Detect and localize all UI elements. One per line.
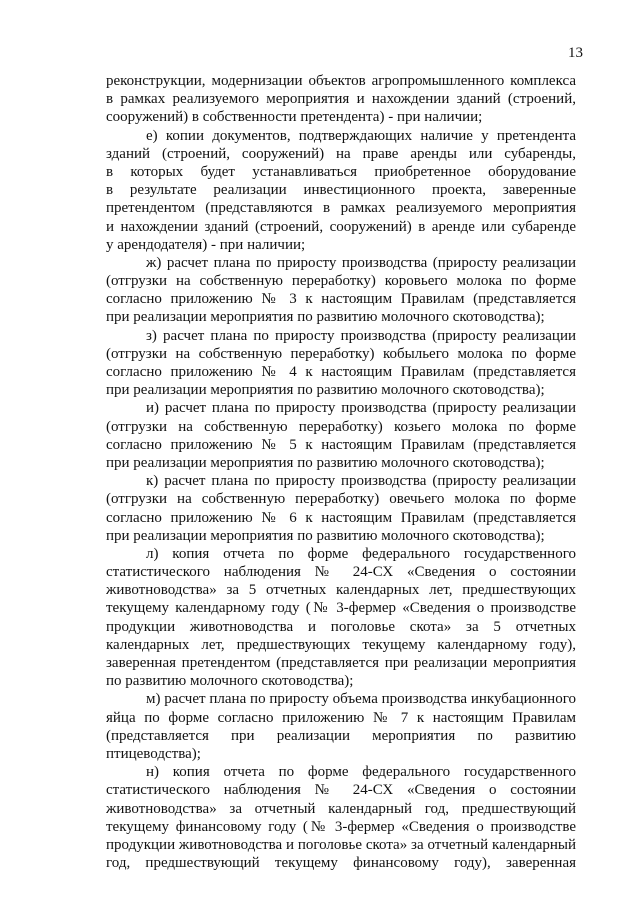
text-line: в рамках реализуемого мероприятия и нахождении зданий (строений, [106, 91, 576, 108]
text-line: в которых будет устанавливаться приобретенное оборудование [106, 163, 576, 180]
text-line: при реализации мероприятия по развитию молочного скотоводства); [106, 527, 545, 544]
document-body [106, 72, 576, 872]
text-line: согласно приложению № 6 к настоящим Правилам (представляется [106, 509, 576, 526]
text-line: в результате реализации инвестиционного проекта, заверенные [106, 182, 576, 199]
text-line: при реализации мероприятия по развитию молочного скотоводства); [106, 454, 545, 471]
text-line: животноводства» за 5 отчетных календарных лет, предшествующих [106, 582, 576, 599]
text-line: статистического наблюдения № 24-СХ «Сведения о состоянии [106, 782, 576, 799]
text-line: претендентом (представляются в рамках реализуемого мероприятия [106, 200, 576, 217]
text-line: л) копия отчета по форме федерального государственного [146, 545, 576, 562]
text-line: (отгрузки на собственную переработку) козьего молока по форме [106, 418, 576, 435]
text-line: е) копии документов, подтверждающих наличие у претендента [146, 127, 576, 144]
text-line: птицеводства); [106, 745, 201, 762]
text-line: продукции животноводства и поголовье скота» за 5 отчетных [106, 618, 576, 635]
text-line: к) расчет плана по приросту производства (приросту реализации [146, 473, 576, 490]
text-line: год, предшествующий текущему финансовому году), заверенная [106, 855, 576, 872]
text-line: согласно приложению № 5 к настоящим Правилам (представляется [106, 436, 576, 453]
text-line: статистического наблюдения № 24-СХ «Сведения о состоянии [106, 564, 576, 581]
text-line: и) расчет плана по приросту производства (приросту реализации [146, 400, 576, 417]
text-line: яйца по форме согласно приложению № 7 к настоящим Правилам [106, 709, 576, 726]
text-line: при реализации мероприятия по развитию молочного скотоводства); [106, 382, 545, 399]
text-line: календарных лет, предшествующих текущему календарному году), [106, 636, 576, 653]
text-line: текущему календарному году (№ 3-фермер «Сведения о производстве [106, 600, 576, 617]
text-line: по развитию молочного скотоводства); [106, 673, 354, 690]
text-line: (отгрузки на собственную переработку) коровьего молока по форме [106, 273, 576, 290]
text-line: (отгрузки на собственную переработку) кобыльего молока по форме [106, 345, 576, 362]
text-line: (отгрузки на собственную переработку) овечьего молока по форме [106, 491, 576, 508]
text-line: реконструкции, модернизации объектов агропромышленного комплекса [106, 73, 576, 89]
text-line: согласно приложению № 3 к настоящим Правилам (представляется [106, 291, 576, 308]
text-line: н) копия отчета по форме федерального государственного [146, 764, 576, 781]
text-line: согласно приложению № 4 к настоящим Правилам (представляется [106, 364, 576, 380]
text-line: ж) расчет плана по приросту производства (приросту реализации [146, 254, 576, 271]
text-line: животноводства» за отчетный календарный год, предшествующий [106, 800, 576, 817]
text-line: (представляется при реализации мероприятия по развитию [106, 727, 576, 744]
text-line: при реализации мероприятия по развитию молочного скотоводства); [106, 309, 545, 326]
text-line: продукции животноводства и поголовье скота» за отчетный календарный [106, 836, 576, 853]
text-line: у арендодателя) - при наличии; [106, 236, 306, 253]
text-line: м) расчет плана по приросту объема производства инкубационного [146, 691, 576, 708]
text-line: зданий (строений, сооружений) на праве аренды или субаренды, [106, 145, 576, 162]
text-line: з) расчет плана по приросту производства (приросту реализации [146, 327, 576, 344]
text-line: текущему финансовому году (№ 3-фермер «Сведения о производстве [106, 818, 576, 835]
text-line: и нахождении зданий (строений, сооружений) в аренде или субаренде [106, 218, 576, 235]
text-line: заверенная претендентом (представляется при реализации мероприятия [106, 655, 576, 671]
page-number: 13 [568, 45, 583, 61]
text-line: сооружений) в собственности претендента) - при наличии; [106, 109, 483, 126]
